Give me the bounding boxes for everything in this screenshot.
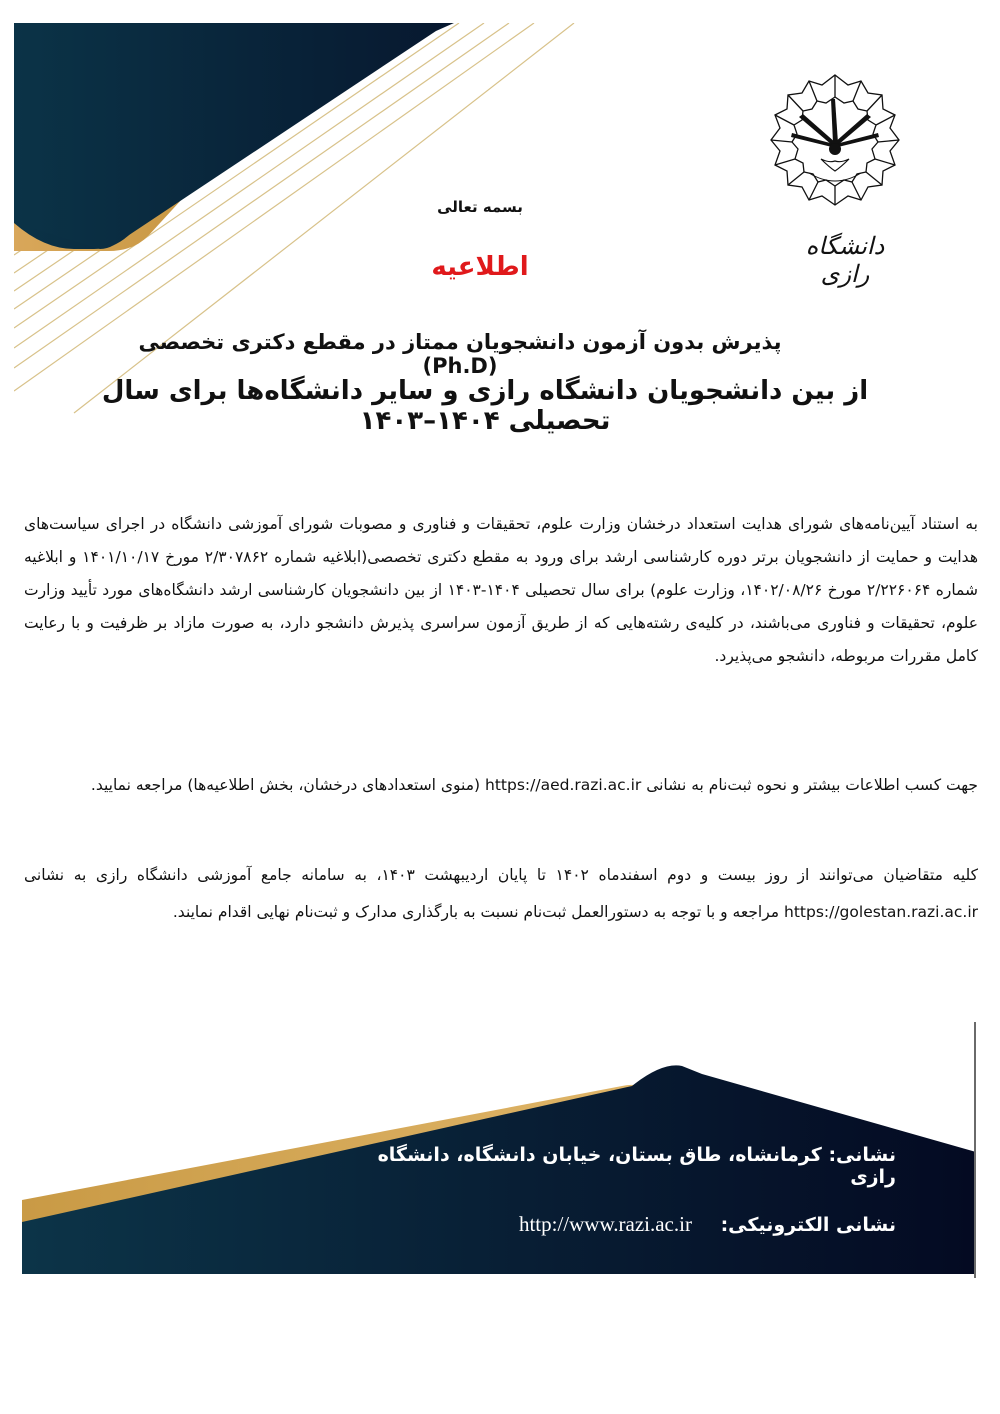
paragraph-regulations: به استناد آیین‌نامه‌های شورای هدایت استعداد درخشان وزارت علوم، تحقیقات و فناوری و مصوبات شورای آموزشی دانشگاه در اجرای سیاست‌های هدایت و حمایت از دانشجویان برتر دوره کارشناسی ارشد برای ورود به مقطع دکتری تخصصی(ابلاغیه شماره ۲/۳۰۷۸۶۲ مورخ ۱۴۰۱/۱۰/۱۷ و ابلاغیه شماره ۲/۲۲۶۰۶۴ مورخ ۱۴۰۲/۰۸/۲۶، وزارت علوم) برای سال تحصیلی ۱۴۰۴-۱۴۰۳ از بین دانشجویان کارشناسی ارشد دانشگاه‌های مورد تأیید وزارت علوم، تحقیقات و فناوری می‌باشند، در کلیه‌ی رشته‌هایی که از طریق آزمون سراسری پذیرش دانشجو دارد، به صورت مازاد بر ظرفیت و با رعایت کامل مقررات مربوطه، دانشجو می‌پذیرد.	[24, 515, 978, 665]
basmala: بسمه تعالی	[437, 198, 523, 216]
page-title: پذیرش بدون آزمون دانشجویان ممتاز در مقطع دکتری تخصصی (Ph.D)	[138, 330, 782, 378]
paragraph-registration-text-end: مراجعه و با توجه به دستورالعمل ثبت‌نام نسبت به بارگذاری مدارک و ثبت‌نام نهایی اقدام نمایند.	[172, 903, 780, 921]
paragraph-more-info	[24, 767, 978, 804]
footer-address	[360, 1144, 896, 1188]
footer-divider	[974, 1022, 976, 1278]
footer-website	[360, 1212, 896, 1237]
website-label: نشانی الکترونیکی:	[720, 1214, 896, 1236]
razi-university-emblem-icon	[760, 70, 910, 220]
paragraph-more-info-text-end: (منوی استعدادهای درخشان، بخش اطلاعیه‌ها) مراجعه نمایید.	[90, 776, 481, 794]
paragraph-registration-text: کلیه متقاضیان می‌توانند از روز بیست و دوم اسفندماه ۱۴۰۲ تا پایان اردیبهشت ۱۴۰۳، به سامانه جامع آموزشی دانشگاه رازی به نشانی	[24, 866, 979, 884]
page-subtitle: از بین دانشجویان دانشگاه رازی و سایر دانشگاه‌ها برای سال تحصیلی ۱۴۰۴–۱۴۰۳	[101, 376, 869, 436]
address-value: کرمانشاه، طاق بستان، خیابان دانشگاه، دانشگاه رازی	[377, 1144, 896, 1188]
paragraph-registration	[24, 857, 978, 931]
address-label: نشانی:	[828, 1144, 896, 1166]
paragraph-more-info-text: جهت کسب اطلاعات بیشتر و نحوه ثبت‌نام به نشانی	[646, 776, 978, 794]
aed-link[interactable]: https://aed.razi.ac.ir	[485, 776, 642, 794]
notice-label: اطلاعیه	[431, 252, 529, 282]
website-link[interactable]: http://www.razi.ac.ir	[518, 1212, 692, 1236]
golestan-link[interactable]: https://golestan.razi.ac.ir	[784, 903, 978, 921]
university-name: دانشگاه رازی	[805, 232, 885, 288]
